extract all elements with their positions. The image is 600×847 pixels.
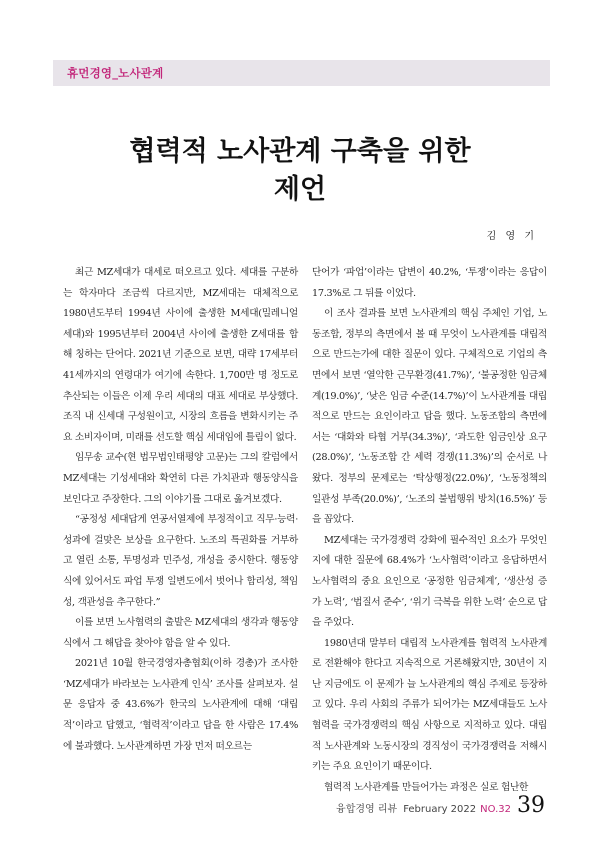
paragraph: 최근 MZ세대가 대세로 떠오르고 있다. 세대를 구분하는 학자마다 조금씩 다르지만, MZ세대는 대체적으로 1980년도부터 1994년 사이에 출생한 M세대(밀레니얼 세대)와 1995년부터 2004년 사이에 출생한 Z세대를 합해 칭하는 단어다. 2021년 기준으로 보면, 대략 17세부터 41세까지의 연령대가 여기에 속한다. 1,700만 명 정도로 추산되는 이들은 이제 우리 세대의 대표 세대로 부상했다. 조직 내 신세대 구성원이고, 시장의 흐름을 변화시키는 주요 소비자이며, 미래를 선도할 핵심 세대임에 틀림이 없다. <box>63 267 298 443</box>
left-column <box>63 263 298 757</box>
paragraph: 협력적 노사관계를 만들어가는 과정은 실로 험난한 <box>324 781 529 793</box>
title-line-1: 협력적 노사관계 구축을 위한 <box>129 136 471 167</box>
author-name: 김 영 기 <box>486 231 537 242</box>
paragraph: MZ세대는 국가경쟁력 강화에 필수적인 요소가 무엇인지에 대한 질문에 68.4%가 ‘노사협력’이라고 응답하면서 노사협력의 중요 요인으로 ‘공정한 임금체계’, ‘생산성 증가 노력’, ‘법질서 준수’, ‘위기 극복을 위한 노력’ 순으로 답을 주었다. <box>312 534 547 629</box>
paragraph: 이를 보면 노사협력의 출발은 MZ세대의 생각과 행동양식에서 그 해답을 찾아야 함을 알 수 있다. <box>63 617 298 649</box>
issue-number: NO.32 <box>480 804 511 815</box>
quote-paragraph: “공정성 세대답게 연공서열제에 부정적이고 직무·능력·성과에 걸맞은 보상을 요구한다. 노조의 특권화를 거부하고 열린 소통, 투명성과 민주성, 개성을 중시한다. 행동양식에 있어서도 파업 투쟁 일변도에서 벗어나 합리성, 책임성, 객관성을 추구한다.” <box>63 514 298 608</box>
page-number: 39 <box>517 793 545 818</box>
section-label: 휴먼경영_노사관계 <box>67 66 164 80</box>
section-banner <box>53 60 550 86</box>
article-title <box>40 133 560 209</box>
paragraph: 2021년 10월 한국경영자총협회(이하 경총)가 조사한 ‘MZ세대가 바라보는 노사관계 인식’ 조사를 살펴보자. 설문 응답자 중 43.6%가 한국의 노사관계에 대해 ‘대립적’이라고 답했고, ‘협력적’이라고 답을 한 사람은 17.4%에 불과했다. 노사관계하면 가장 먼저 떠오르는 <box>63 658 298 752</box>
paragraph: 1980년대 말부터 대립적 노사관계를 협력적 노사관계로 전환해야 한다고 지속적으로 거론해왔지만, 30년이 지난 지금에도 이 문제가 늘 노사관계의 핵심 주제로 등장하고 있다. 우리 사회의 주류가 되어가는 MZ세대들도 노사협력을 국가경쟁력의 핵심 사항으로 지적하고 있다. 대립적 노사관계와 노동시장의 경직성이 국가경쟁력을 저해시키는 주요 요인이기 때문이다. <box>312 637 547 773</box>
right-column <box>312 263 547 798</box>
paragraph-continued: 단어가 ‘파업’이라는 답변이 40.2%, ‘투쟁’이라는 응답이 17.3%로 그 뒤를 이었다. <box>312 267 547 299</box>
journal-name: 융합경영 리뷰 <box>336 804 398 815</box>
title-line-2: 제언 <box>273 174 327 205</box>
issue-date: February 2022 <box>403 804 477 815</box>
paragraph: 임무송 교수(현 법무법인태평양 고문)는 그의 칼럼에서 MZ세대는 기성세대와 확연히 다른 가치관과 행동양식을 보인다고 주장한다. 그의 이야기를 그대로 옮겨보겠다. <box>63 452 298 505</box>
page-footer <box>336 793 545 818</box>
paragraph: 이 조사 결과를 보면 노사관계의 핵심 주체인 기업, 노동조합, 정부의 측면에서 볼 때 무엇이 노사관계를 대립적으로 만드는가에 대한 질문이 있다. 구체적으로 기업의 측면에서 보면 ‘열악한 근무환경(41.7%)’, ‘불공정한 임금체계(19.0%)’, ‘낮은 임금 수준(14.7%)’이 노사관계를 대립적으로 만드는 요인이라고 답을 했다. 노동조합의 측면에서는 ‘대화와 타협 거부(34.3%)’, ‘과도한 임금인상 요구(28.0%)’, ‘노동조합 간 세력 경쟁(11.3%)’의 순서로 나왔다. 정부의 문제로는 ‘탁상행정(22.0%)’, ‘노동정책의 일관성 부족(20.0%)’, ‘노조의 불법행위 방치(16.5%)’ 등을 꼽았다. <box>312 308 547 526</box>
